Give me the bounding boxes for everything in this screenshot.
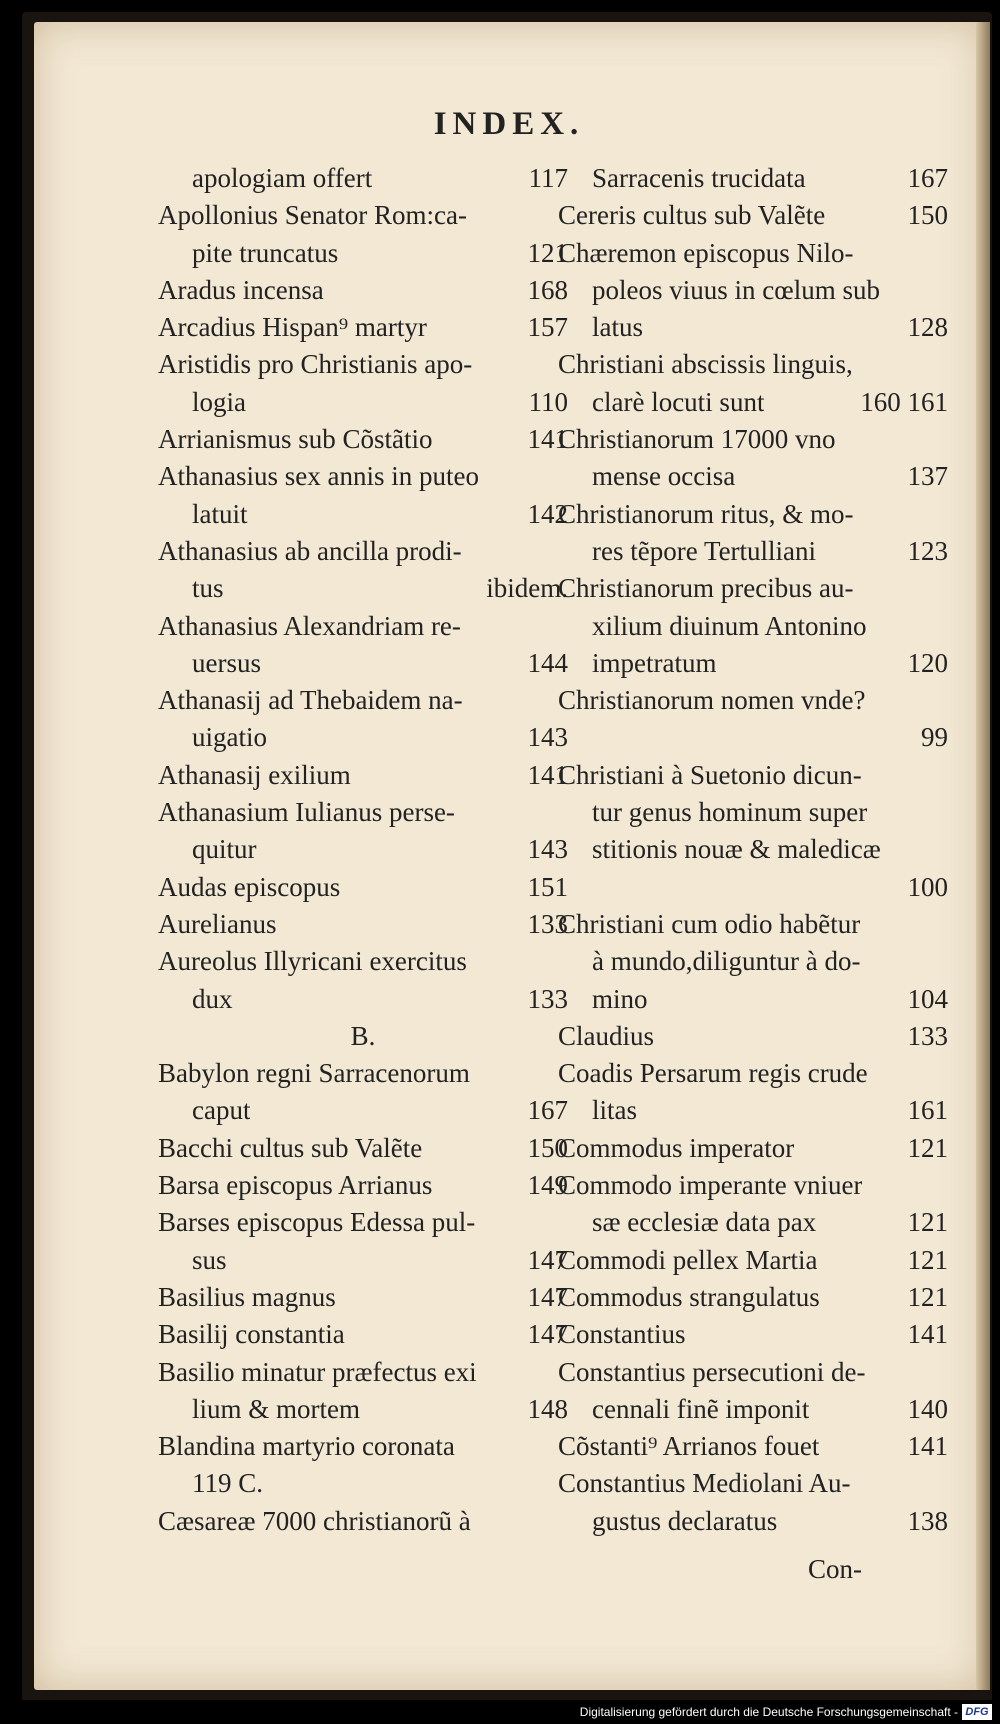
index-entry-text: Arrianismus sub Cõstãtio <box>158 424 433 455</box>
index-entry-page: ibidem. <box>486 573 568 604</box>
index-entry <box>158 496 568 533</box>
index-entry <box>558 570 948 607</box>
index-entry-text: Commodi pellex Martia <box>558 1244 818 1275</box>
index-entry <box>158 1391 568 1428</box>
index-entry-page: 144 <box>527 647 568 678</box>
index-entry-text: Christiani abscissis linguis, <box>558 349 853 380</box>
index-entry-page: 137 <box>907 461 948 492</box>
index-entry <box>558 421 948 458</box>
index-entry <box>558 1167 948 1204</box>
index-entry <box>158 272 568 309</box>
index-entry <box>558 346 948 383</box>
page-edge <box>976 22 990 1690</box>
index-entry-text: res tẽpore Tertulliani <box>592 535 817 566</box>
footer-credit: Digitalisierung gefördert durch die Deutsche Forschungsgemeinschaft - <box>579 1705 958 1719</box>
index-entry-page: 150 <box>527 1132 568 1163</box>
index-entry-page: 161 <box>907 1095 948 1126</box>
index-entry-text: Barsa episcopus Arrianus <box>158 1170 433 1201</box>
index-entry-text: apologiam offert <box>192 163 373 193</box>
index-entry <box>558 645 948 682</box>
index-entry <box>158 794 568 831</box>
index-entry-text: cennali finẽ imponit <box>592 1393 810 1424</box>
index-entry-text: Aurelianus <box>158 908 277 939</box>
index-entry <box>158 421 568 458</box>
index-entry-text: Bacchi cultus sub Valẽte <box>158 1132 423 1163</box>
index-entry-text: à mundo,diliguntur à do- <box>592 946 861 977</box>
index-entry <box>558 384 948 421</box>
index-entry <box>158 906 568 943</box>
index-entry-text: Aristidis pro Christianis apo- <box>158 349 473 380</box>
index-entry-text: Athanasij ad Thebaidem na- <box>158 685 463 716</box>
footer-bar <box>0 1700 1000 1724</box>
index-entry <box>158 1316 568 1353</box>
index-entry <box>158 384 568 421</box>
index-entry <box>158 1055 568 1092</box>
index-entry-text: uersus <box>192 647 261 678</box>
index-entry-text: Basilij constantia <box>158 1319 345 1350</box>
index-entry-page: 150 <box>907 200 948 231</box>
index-entry-page: 121 <box>907 1207 948 1238</box>
index-entry-page: 151 <box>527 871 568 902</box>
index-entry <box>158 719 568 756</box>
index-entry-page: 143 <box>527 834 568 865</box>
index-entry <box>158 608 568 645</box>
index-entry-page: 117 <box>528 163 568 193</box>
index-entry-text: Babylon regni Sarracenorum <box>158 1058 470 1089</box>
index-entry <box>558 719 948 756</box>
index-entry <box>558 906 948 943</box>
index-entry-text: Athanasium Iulianus perse- <box>158 797 455 828</box>
index-entry <box>558 1018 948 1055</box>
index-entry <box>558 235 948 272</box>
index-entry <box>558 1316 948 1353</box>
index-entry <box>558 1242 948 1279</box>
index-entry-text: pite truncatus <box>192 237 339 268</box>
index-entry-text: Athanasius ab ancilla prodi- <box>158 535 462 566</box>
index-entry <box>558 1092 948 1129</box>
index-entry-text: Commodus strangulatus <box>558 1281 820 1312</box>
index-entry-page: 120 <box>907 647 948 678</box>
index-entry <box>558 869 948 906</box>
index-entry-text: gustus declaratus <box>592 1505 778 1536</box>
index-entry <box>158 1130 568 1167</box>
index-entry-text: tur genus hominum super <box>592 797 868 828</box>
index-entry <box>158 682 568 719</box>
index-entry <box>558 458 948 495</box>
index-entry <box>558 1391 948 1428</box>
index-entry-text: clarè locuti sunt <box>592 386 765 417</box>
index-entry <box>558 309 948 346</box>
index-entry-text: litas <box>592 1095 637 1126</box>
index-entry-text: Athanasius Alexandriam re- <box>158 610 461 641</box>
index-entry-text: poleos viuus in cœlum sub <box>592 274 880 305</box>
index-entry <box>158 1092 568 1129</box>
index-entry <box>558 981 948 1018</box>
index-entry <box>158 1167 568 1204</box>
index-entry-page: 167 <box>907 163 948 193</box>
index-entry-text: Blandina martyrio coronata <box>158 1431 455 1462</box>
index-entry-text: Constantius persecutioni de- <box>558 1356 866 1387</box>
index-entry <box>158 235 568 272</box>
index-entry-text: Basilius magnus <box>158 1281 336 1312</box>
index-entry-page: 149 <box>527 1170 568 1201</box>
index-entry-page: 99 <box>921 722 948 753</box>
index-entry <box>158 160 568 197</box>
index-entry <box>558 1279 948 1316</box>
index-entry <box>558 1465 948 1502</box>
index-entry <box>158 1354 568 1391</box>
index-entry-text: Commodo imperante vniuer <box>558 1170 863 1201</box>
index-entry-page: 141 <box>907 1431 948 1462</box>
index-entry-text: Christianorum ritus, & mo- <box>558 498 854 529</box>
index-entry-text: Aureolus Illyricani exercitus <box>158 946 467 977</box>
index-entry <box>558 943 948 980</box>
index-entry <box>158 346 568 383</box>
index-entry-text: Barses episcopus Edessa pul- <box>158 1207 476 1238</box>
index-entry <box>158 458 568 495</box>
index-entry-text: xilium diuinum Antonino <box>592 610 867 641</box>
index-entry-text: Christianorum precibus au- <box>558 573 854 604</box>
index-entry-text: uigatio <box>192 722 267 753</box>
index-entry <box>558 794 948 831</box>
index-entry <box>158 981 568 1018</box>
index-entry-text: Apollonius Senator Rom:ca- <box>158 200 467 231</box>
index-entry <box>558 757 948 794</box>
dfg-logo: DFG <box>962 1704 992 1720</box>
index-entry-text: Basilio minatur præfectus exi <box>158 1356 477 1387</box>
index-entry-text: Athanasius sex annis in puteo <box>158 461 479 492</box>
running-head: INDEX. <box>433 106 585 142</box>
index-entry-text: Christiani à Suetonio dicun- <box>558 759 862 790</box>
index-entry-page: 141 <box>907 1319 948 1350</box>
index-entry-text: Christianorum 17000 vno <box>558 424 836 455</box>
index-entry <box>558 682 948 719</box>
index-entry-text: Audas episcopus <box>158 871 341 902</box>
index-entry <box>558 272 948 309</box>
index-entry-page: 121 <box>907 1132 948 1163</box>
index-entry-text: quitur <box>192 834 257 865</box>
index-entry <box>558 533 948 570</box>
index-entry <box>558 831 948 868</box>
index-entry-text: Coadis Persarum regis crude <box>558 1058 868 1089</box>
index-entry-page: 160 161 <box>860 386 948 417</box>
index-entry-text: latuit <box>192 498 248 529</box>
index-entry <box>558 1130 948 1167</box>
index-entry <box>558 197 948 234</box>
index-entry-text: sæ ecclesiæ data pax <box>592 1207 817 1238</box>
index-entry-text: Sarracenis trucidata <box>592 163 806 193</box>
index-entry-page: 133 <box>907 1020 948 1051</box>
index-entry <box>158 197 568 234</box>
index-entry-page: 133 <box>527 983 568 1014</box>
index-column-left <box>158 160 568 1540</box>
index-entry-page: 141 <box>527 424 568 455</box>
index-entry-text: stitionis nouæ & maledicæ <box>592 834 881 865</box>
index-entry-text: Chæremon episcopus Nilo- <box>558 237 854 268</box>
index-entry-page: 148 <box>527 1393 568 1424</box>
index-entry <box>158 570 568 607</box>
index-entry-text: tus <box>192 573 224 604</box>
index-entry <box>158 831 568 868</box>
index-entry <box>158 1204 568 1241</box>
index-column-right <box>558 160 948 1540</box>
index-entry <box>558 160 948 197</box>
index-entry-text: Cæsareæ 7000 christianorũ à <box>158 1505 471 1536</box>
index-entry <box>158 1242 568 1279</box>
index-entry <box>158 1465 568 1502</box>
index-entry-page: 138 <box>907 1505 948 1536</box>
index-entry <box>158 869 568 906</box>
index-entry-text: logia <box>192 386 246 417</box>
index-entry <box>158 309 568 346</box>
index-entry-text: 119 C. <box>192 1468 264 1499</box>
index-entry-page: 147 <box>527 1281 568 1312</box>
index-entry-text: latus <box>592 312 643 343</box>
index-entry-page: 167 <box>527 1095 568 1126</box>
index-entry-page: 110 <box>528 386 568 417</box>
index-entry-page: 140 <box>907 1393 948 1424</box>
index-entry-text: caput <box>192 1095 251 1126</box>
index-entry <box>158 533 568 570</box>
index-entry-text: sus <box>192 1244 227 1275</box>
index-entry-text: mino <box>592 983 648 1014</box>
index-entry <box>558 496 948 533</box>
index-entry <box>158 943 568 980</box>
index-entry <box>158 1503 568 1540</box>
index-entry-page: 104 <box>907 983 948 1014</box>
index-entry-page: 123 <box>907 535 948 566</box>
index-entry-text: Cõstanti⁹ Arrianos fouet <box>558 1431 820 1462</box>
catchword: Con- <box>808 1554 862 1584</box>
index-entry-text: Commodus imperator <box>558 1132 795 1163</box>
index-entry <box>158 757 568 794</box>
index-entry-text: Christianorum nomen vnde? <box>558 685 866 716</box>
index-entry-page: 121 <box>907 1281 948 1312</box>
index-entry <box>558 1354 948 1391</box>
index-entry-page: 121 <box>907 1244 948 1275</box>
index-entry <box>158 1018 568 1055</box>
index-entry-text: dux <box>192 983 233 1014</box>
index-entry-text: Christiani cum odio habẽtur <box>558 908 861 939</box>
index-entry-page: 168 <box>527 274 568 305</box>
index-entry-text: Constantius <box>558 1319 686 1350</box>
index-entry-page: 147 <box>527 1319 568 1350</box>
index-entry-page: 128 <box>907 312 948 343</box>
index-entry <box>558 1428 948 1465</box>
index-entry-page: 100 <box>907 871 948 902</box>
index-entry-text: Arcadius Hispan⁹ martyr <box>158 312 427 343</box>
index-entry-page: 142 <box>527 498 568 529</box>
index-entry-text: Aradus incensa <box>158 274 324 305</box>
index-entry-page: 147 <box>527 1244 568 1275</box>
index-entry-text: Constantius Mediolani Au- <box>558 1468 851 1499</box>
index-entry-page: 121 <box>527 237 568 268</box>
index-entry-page: 157 <box>527 312 568 343</box>
index-entry <box>158 645 568 682</box>
index-entry-text: Athanasij exilium <box>158 759 351 790</box>
index-entry <box>558 608 948 645</box>
index-entry-text: B. <box>350 1020 376 1051</box>
index-entry-text: Claudius <box>558 1020 655 1051</box>
index-entry-text: Cereris cultus sub Valẽte <box>558 200 826 231</box>
index-entry-text: impetratum <box>592 647 717 678</box>
index-entry-page: 143 <box>527 722 568 753</box>
index-entry <box>558 1503 948 1540</box>
index-entry-text: mense occisa <box>592 461 736 492</box>
index-entry-page: 141 <box>527 759 568 790</box>
index-entry-page: 133 <box>527 908 568 939</box>
index-entry <box>158 1279 568 1316</box>
index-entry-text: lium & mortem <box>192 1393 360 1424</box>
index-entry <box>558 1055 948 1092</box>
index-entry <box>158 1428 568 1465</box>
index-entry <box>558 1204 948 1241</box>
book-page <box>34 22 984 1690</box>
